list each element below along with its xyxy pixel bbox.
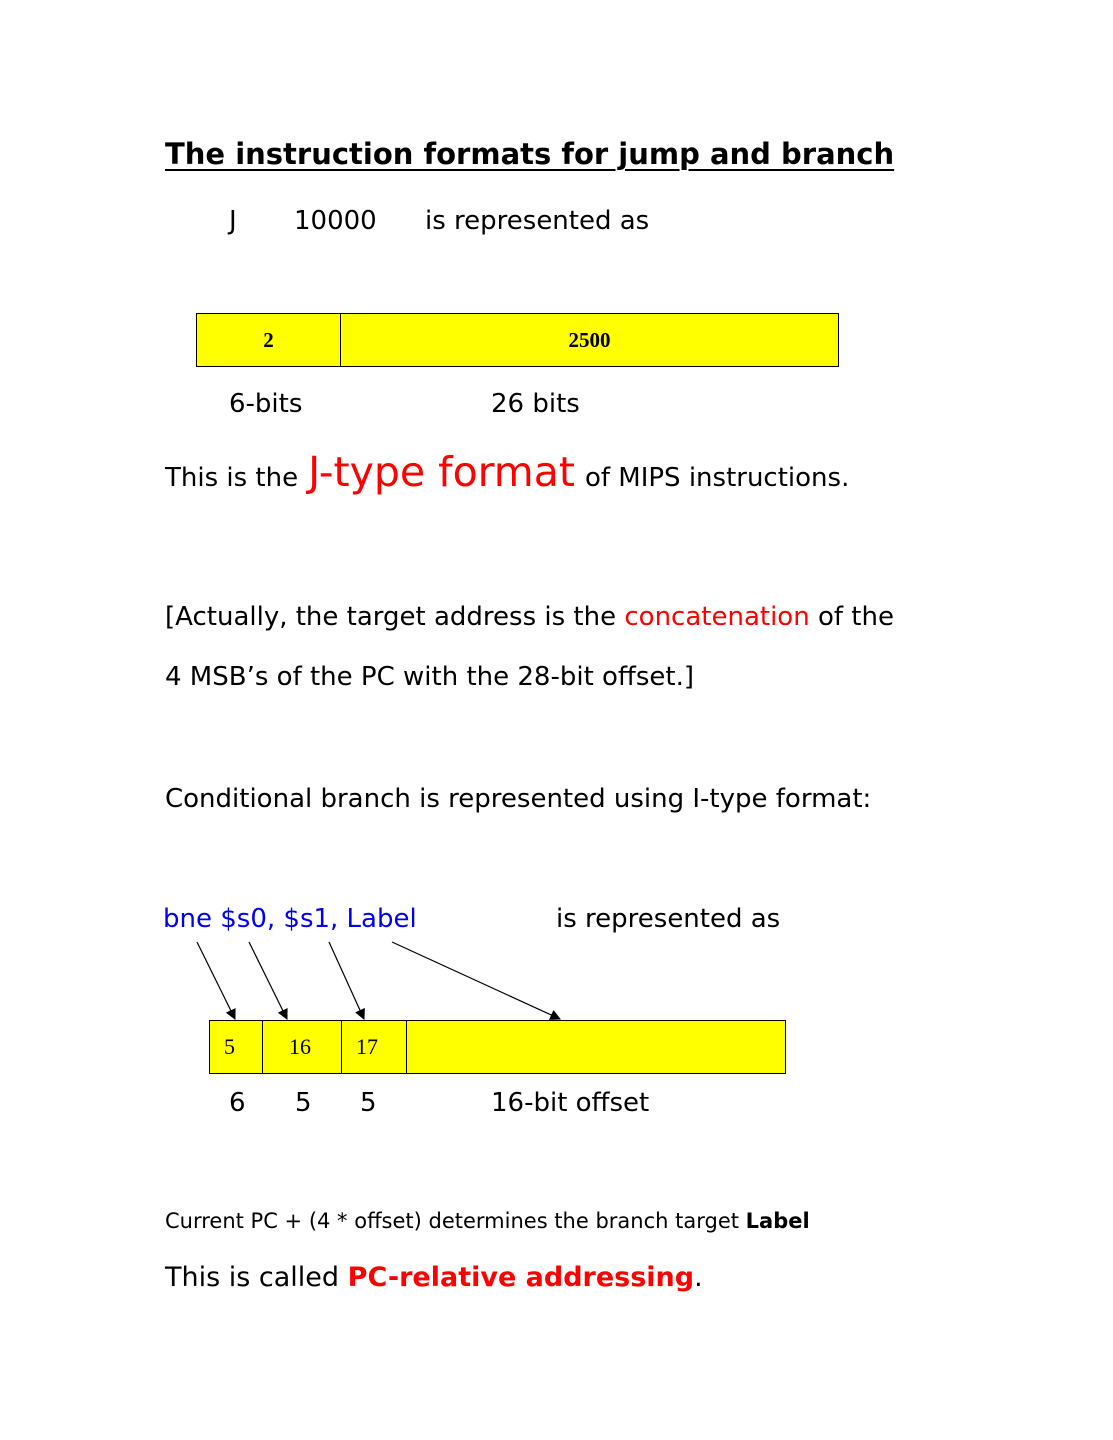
j-address-width-label: 26 bits xyxy=(491,389,580,419)
note-suffix: of the xyxy=(817,602,894,632)
i-rs-field: 16 xyxy=(263,1021,342,1073)
jtype-prefix: This is the xyxy=(165,463,299,493)
i-opcode-width-label: 6 xyxy=(229,1088,246,1118)
called-prefix: This is called xyxy=(165,1262,340,1293)
jump-target: 10000 xyxy=(294,206,377,236)
arrow-rs xyxy=(249,942,287,1019)
pc-line-label: Label xyxy=(745,1209,810,1233)
branch-instruction: bne $s0, $s1, Label xyxy=(163,904,417,934)
pc-offset-line xyxy=(165,1211,810,1232)
jtype-sentence xyxy=(165,448,850,502)
jtype-suffix: of MIPS instructions. xyxy=(584,463,850,493)
j-address-field: 2500 xyxy=(568,327,611,352)
i-format-box xyxy=(209,1020,786,1074)
jump-op: J xyxy=(229,206,237,236)
pc-relative-sentence xyxy=(165,1264,703,1291)
called-suffix: . xyxy=(694,1262,703,1293)
i-rt-width-label: 5 xyxy=(360,1088,377,1118)
arrow-offset xyxy=(392,942,560,1019)
called-highlight: PC-relative addressing xyxy=(347,1262,695,1293)
pc-line-text: Current PC + (4 * offset) determines the branch target xyxy=(165,1209,739,1233)
i-opcode-field: 5 xyxy=(210,1021,263,1073)
j-opcode-field: 2 xyxy=(197,314,341,366)
i-rt-field: 17 xyxy=(342,1021,407,1073)
i-rs-width-label: 5 xyxy=(295,1088,312,1118)
branch-represented-text: is represented as xyxy=(556,904,781,934)
note-prefix: [Actually, the target address is the xyxy=(165,602,617,632)
note-line-2: 4 MSB’s of the PC with the 28-bit offset.] xyxy=(165,662,694,692)
jtype-highlight: J-type format xyxy=(308,448,575,496)
j-opcode-width-label: 6-bits xyxy=(229,389,303,419)
note-highlight: concatenation xyxy=(624,602,810,632)
i-offset-width-label: 16-bit offset xyxy=(491,1088,650,1118)
jump-represented-text: is represented as xyxy=(425,206,650,236)
conditional-text: Conditional branch is represented using I-type format: xyxy=(165,784,872,814)
j-format-box xyxy=(196,313,839,367)
i-offset-field xyxy=(407,1021,785,1073)
arrow-rt xyxy=(329,942,364,1019)
arrow-opcode xyxy=(197,942,235,1019)
note-line-1 xyxy=(165,604,894,630)
page-title: The instruction formats for jump and branch xyxy=(165,137,895,171)
